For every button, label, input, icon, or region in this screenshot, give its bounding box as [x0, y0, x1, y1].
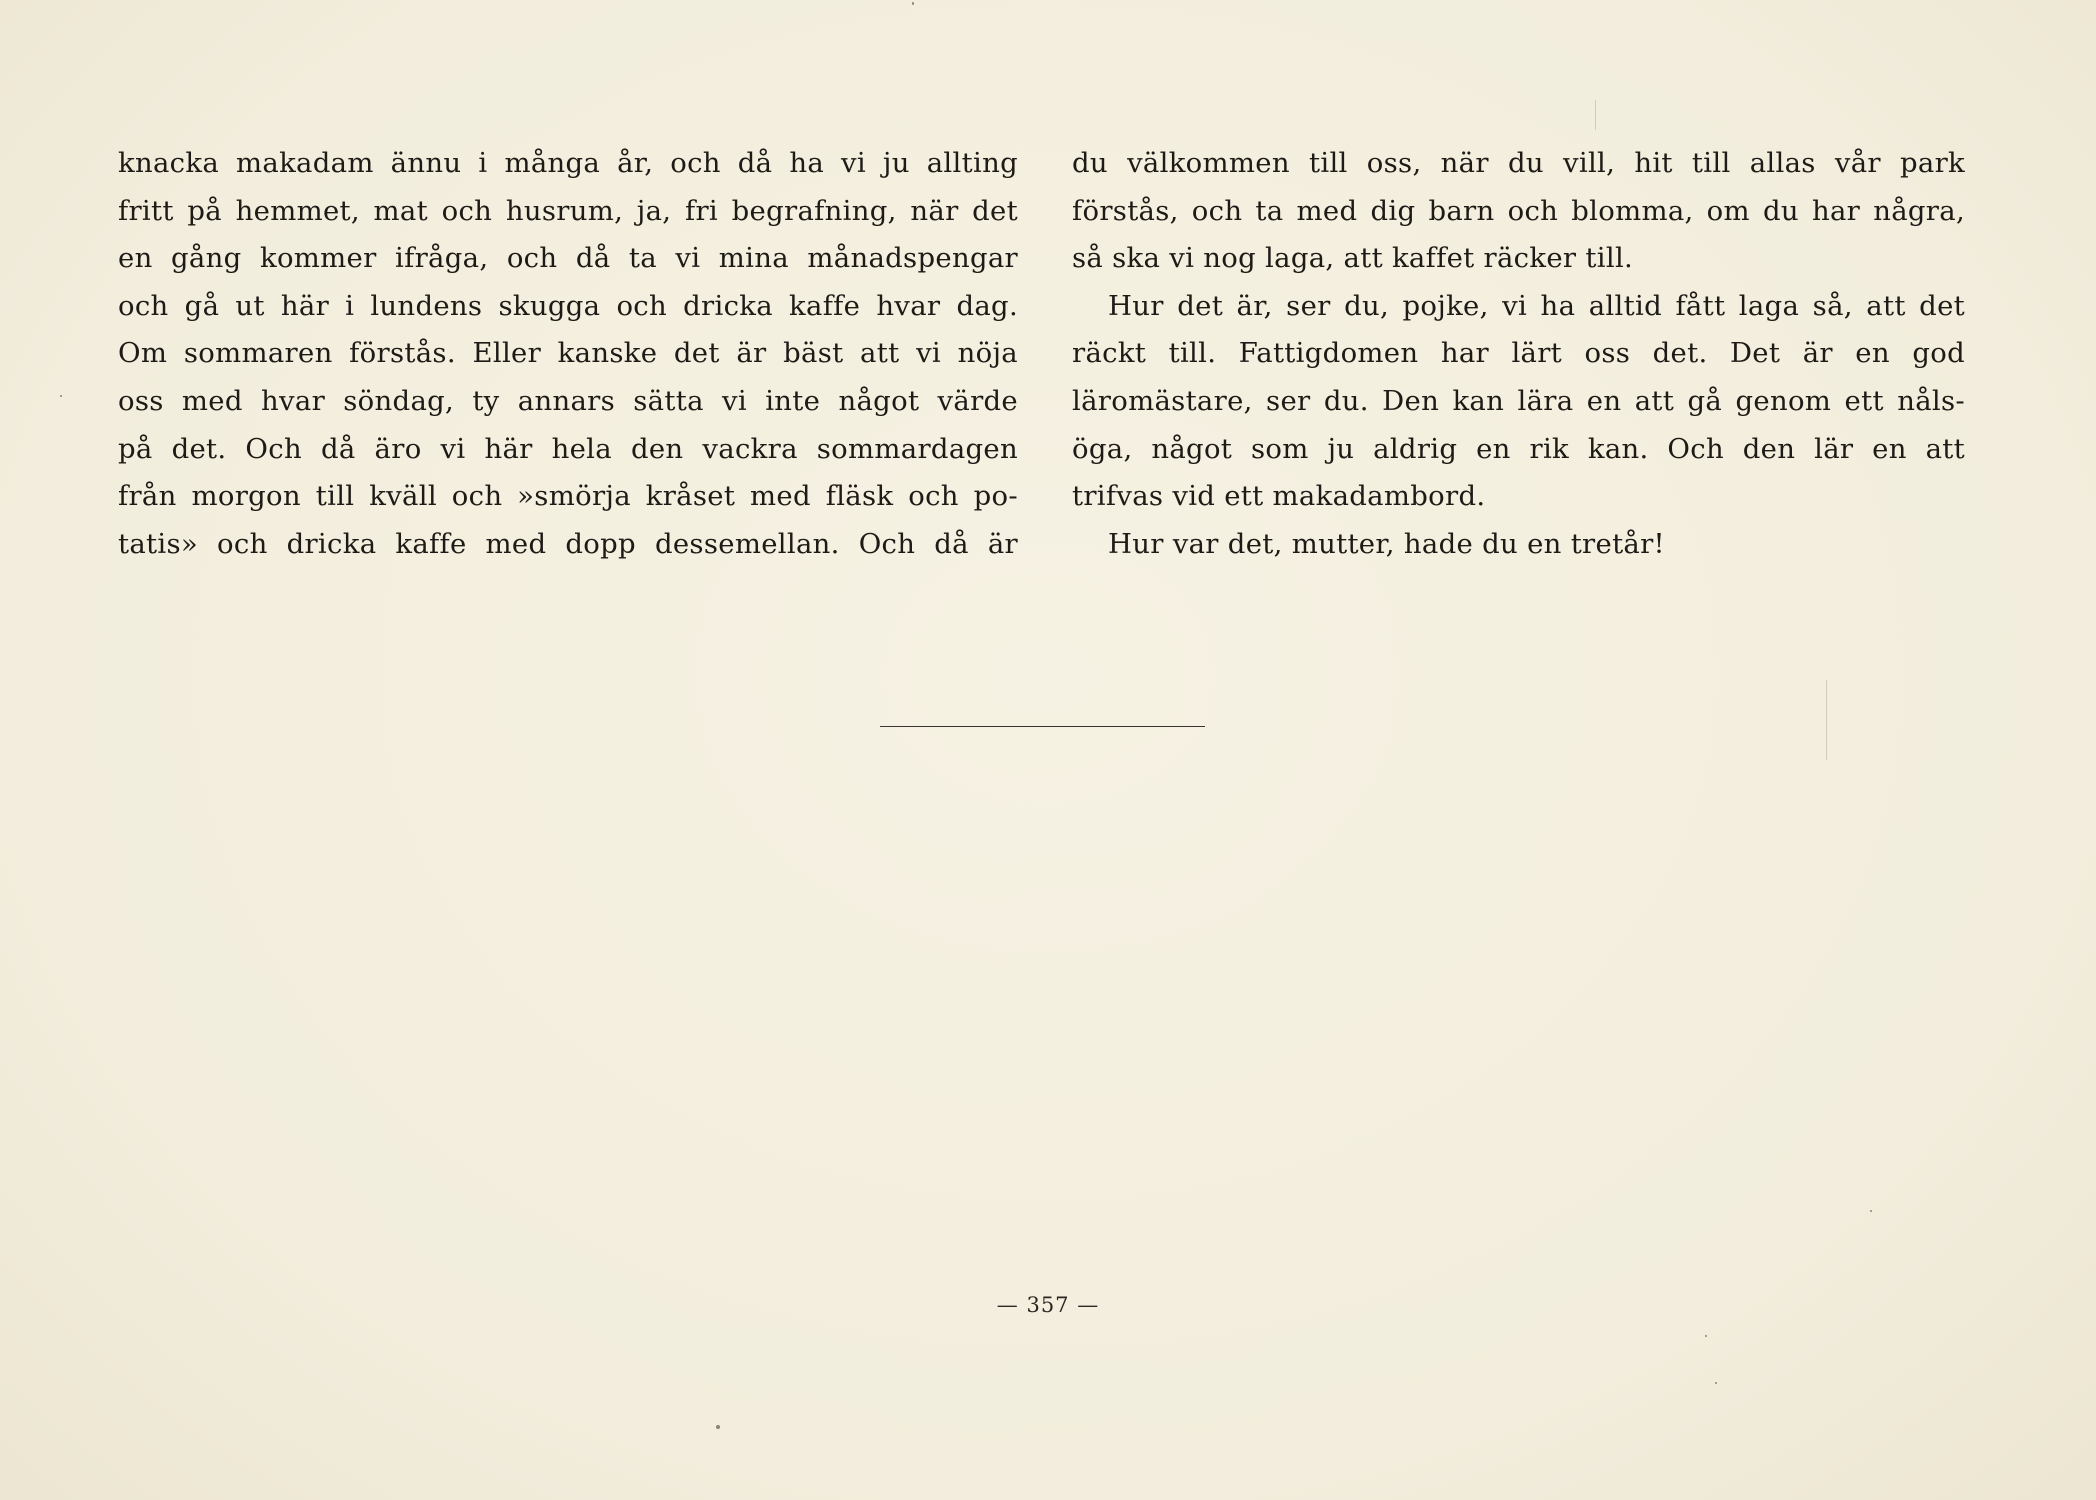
- text-line: en gång kommer ifråga, och då ta vi mina månadspengar: [118, 242, 1018, 275]
- paper-speck: [716, 1425, 720, 1429]
- text-line: Om sommaren förstås. Eller kanske det är bäst att vi nöja: [118, 337, 1018, 370]
- paper-speck: [1870, 1210, 1872, 1212]
- text-line: på det. Och då äro vi här hela den vackra sommardagen: [118, 432, 1018, 465]
- text-line: tatis» och dricka kaffe med dopp dessemellan. Och då är: [118, 527, 1018, 560]
- paper-speck: [1705, 1335, 1707, 1337]
- text-line: räckt till. Fattigdomen har lärt oss det. Det är en god: [1072, 337, 1965, 370]
- paper-crease: [1595, 100, 1596, 130]
- text-line: trifvas vid ett makadambord.: [1072, 480, 1486, 513]
- text-line: knacka makadam ännu i många år, och då ha vi ju allting: [118, 147, 1018, 179]
- paper-crease: [1826, 680, 1827, 760]
- text-line: och gå ut här i lundens skugga och dricka kaffe hvar dag.: [118, 289, 1018, 322]
- section-divider-rule: [880, 726, 1205, 727]
- text-line: Hur det är, ser du, pojke, vi ha alltid fått laga så, att det: [1108, 289, 1965, 322]
- left-text-column: [118, 140, 1018, 568]
- text-line: oss med hvar söndag, ty annars sätta vi inte något värde: [118, 384, 1018, 417]
- page-number: — 357 —: [996, 1293, 1100, 1317]
- paper-speck: [912, 2, 914, 5]
- text-line: förstås, och ta med dig barn och blomma, om du har några,: [1072, 194, 1965, 227]
- paper-speck: [1715, 1382, 1717, 1384]
- text-line: så ska vi nog laga, att kaffet räcker till.: [1072, 242, 1634, 275]
- text-line: öga, något som ju aldrig en rik kan. Och den lär en att: [1072, 432, 1965, 465]
- paper-speck: [60, 395, 62, 397]
- text-line: Hur var det, mutter, hade du en tretår!: [1108, 527, 1665, 560]
- text-line: från morgon till kväll och »smörja kråset med fläsk och po-: [118, 480, 1018, 513]
- text-line: läromästare, ser du. Den kan lära en att gå genom ett nåls-: [1072, 384, 1965, 417]
- text-line: du välkommen till oss, när du vill, hit till allas vår park: [1072, 147, 1965, 179]
- text-line: fritt på hemmet, mat och husrum, ja, fri begrafning, när det: [118, 194, 1018, 227]
- right-text-column: [1072, 140, 1965, 568]
